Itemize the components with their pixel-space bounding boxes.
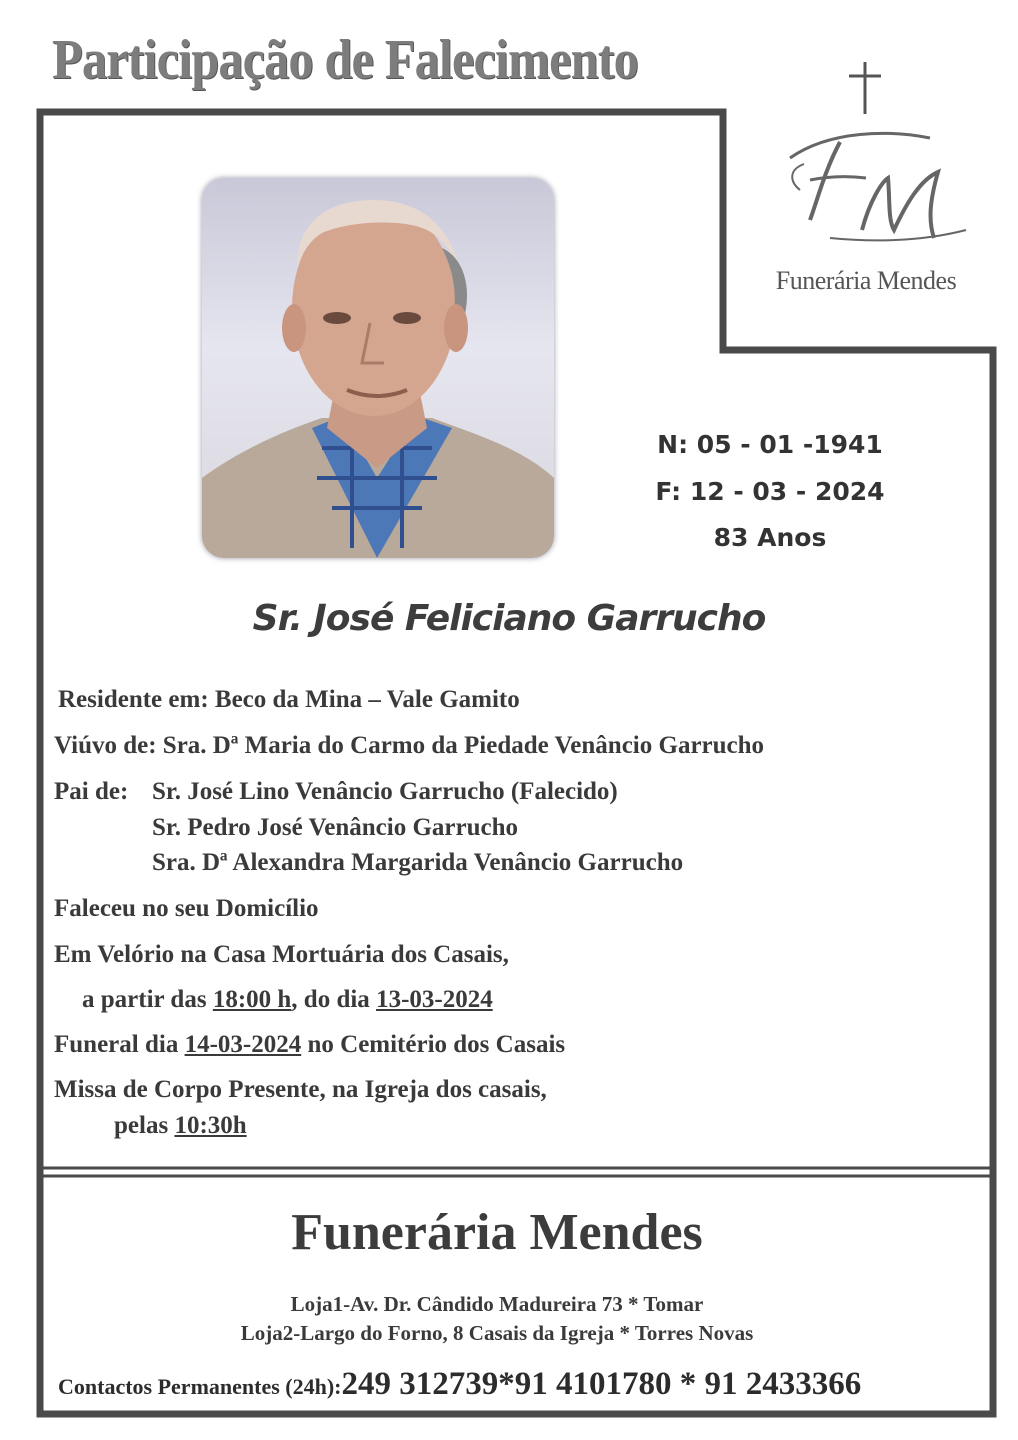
- age: 83 Anos: [713, 523, 827, 552]
- child-2: Sr. Pedro José Venâncio Garrucho: [152, 814, 518, 841]
- father-of-label: Pai de:: [54, 778, 129, 805]
- wake-time-line: [82, 986, 493, 1014]
- death-date: F: 12 - 03 - 2024: [655, 477, 885, 506]
- fm-monogram-logo: [770, 120, 970, 250]
- mass-time-prefix: pelas: [114, 1112, 175, 1139]
- funeral-line: [54, 1031, 565, 1059]
- wake-time: 18:00 h: [212, 986, 292, 1013]
- funeral-prefix: Funeral dia: [54, 1031, 185, 1058]
- wake-line: Em Velório na Casa Mortuária dos Casais,: [54, 941, 509, 968]
- mass-time-line: [114, 1112, 247, 1140]
- cross-icon: [843, 60, 887, 116]
- portrait-image: [202, 178, 554, 558]
- portrait-photo: [202, 178, 554, 558]
- residence-line: Residente em: Beco da Mina – Vale Gamito: [58, 686, 520, 713]
- store-2-address: Loja2-Largo do Forno, 8 Casais da Igreja * Torres Novas: [240, 1321, 754, 1345]
- store-1-address: Loja1-Av. Dr. Cândido Madureira 73 * Tomar: [290, 1292, 704, 1316]
- contacts-label: Contactos Permanentes (24h):: [58, 1374, 342, 1399]
- wake-from-prefix: a partir das: [82, 986, 213, 1013]
- footer-brand: Funerária Mendes: [291, 1204, 703, 1261]
- page-title: Participação de Falecimento: [52, 29, 638, 91]
- wake-day-prefix: , do dia: [291, 986, 377, 1013]
- contacts-line: [58, 1366, 861, 1403]
- mass-time: 10:30h: [174, 1112, 247, 1139]
- died-at-line: Faleceu no seu Domicílio: [54, 895, 319, 922]
- funeral-date: 14-03-2024: [184, 1031, 302, 1058]
- child-1: Sr. José Lino Venâncio Garrucho (Falecido): [152, 778, 618, 805]
- child-3: Sra. Dª Alexandra Margarida Venâncio Garrucho: [152, 849, 684, 876]
- wake-date: 13-03-2024: [376, 986, 493, 1013]
- funeral-suffix: no Cemitério dos Casais: [301, 1031, 566, 1058]
- widower-line: Viúvo de: Sra. Dª Maria do Carmo da Piedade Venâncio Garrucho: [54, 732, 765, 759]
- birth-date: N: 05 - 01 -1941: [657, 430, 883, 459]
- mass-line: Missa de Corpo Presente, na Igreja dos casais,: [54, 1076, 547, 1103]
- logo-brand-name: Funerária Mendes: [775, 266, 957, 295]
- deceased-name: Sr. José Feliciano Garrucho: [252, 598, 766, 639]
- contacts-numbers: 249 312739*91 4101780 * 91 2433366: [341, 1366, 862, 1402]
